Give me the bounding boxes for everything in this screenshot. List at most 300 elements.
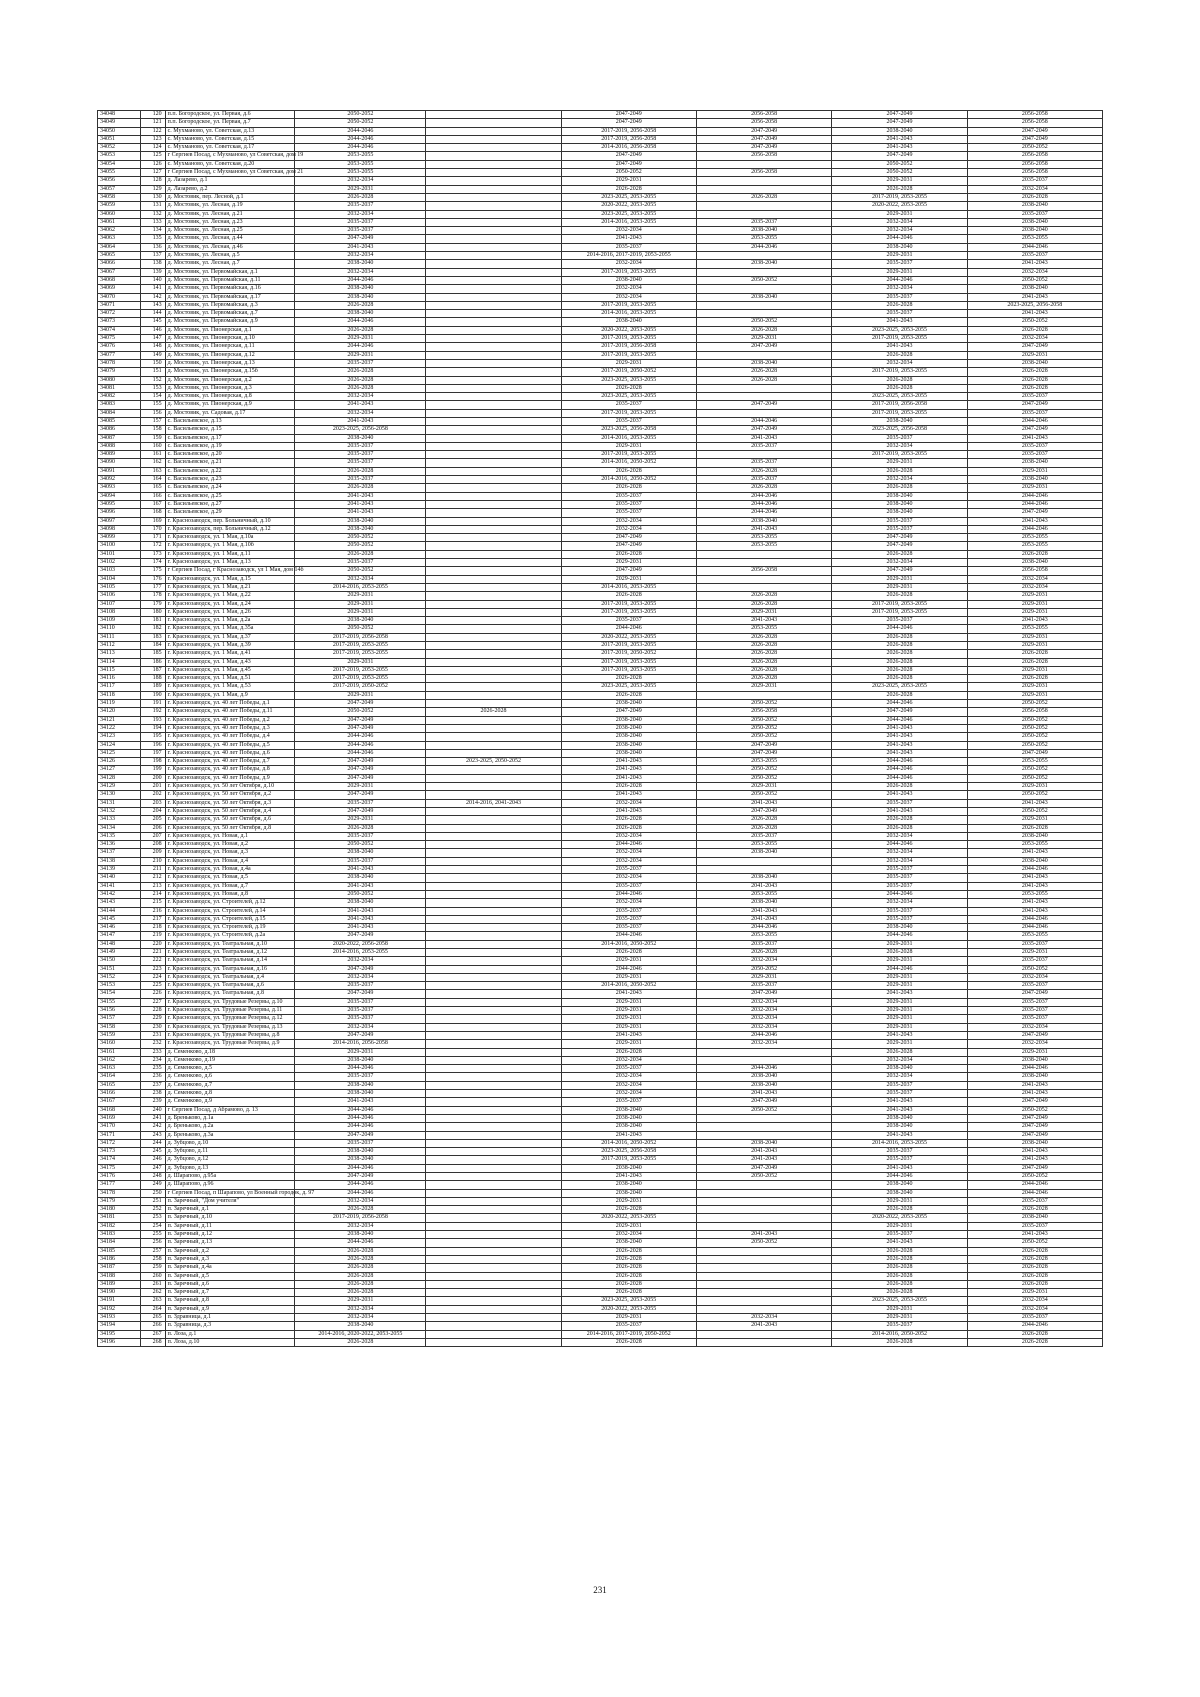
table-cell-col8: 2047-2049 <box>967 1131 1102 1139</box>
table-cell-col5: 2017-2019, 2053-2055 <box>561 600 696 608</box>
table-cell-col4 <box>426 368 561 376</box>
table-cell-col5: 2014-2016, 2053-2055 <box>561 310 696 318</box>
table-cell-col0: 34184 <box>98 1239 141 1247</box>
table-cell-col2: с. Васильевское, д.20 <box>165 451 295 459</box>
table-cell-col1: 168 <box>141 509 165 517</box>
table-cell-col5: 2032-2034 <box>561 517 696 525</box>
table-cell-col2: д. Мостовик, ул. Пионерская, д.8 <box>165 393 295 401</box>
table-cell-col8: 2029-2031 <box>967 1289 1102 1297</box>
table-cell-col4 <box>426 218 561 226</box>
table-cell-col4 <box>426 1164 561 1172</box>
table-cell-col2: п. Лоза, д.1 <box>165 1330 295 1338</box>
table-cell-col0: 34080 <box>98 376 141 384</box>
table-cell-col1: 171 <box>141 534 165 542</box>
table-cell-col5: 2029-2031 <box>561 559 696 567</box>
table-cell-col7: 2041-2043 <box>832 135 967 143</box>
table-cell-col4 <box>426 1156 561 1164</box>
table-row <box>98 409 1103 417</box>
table-cell-col5: 2014-2016, 2050-2052 <box>561 459 696 467</box>
table-row <box>98 857 1103 865</box>
table-row <box>98 517 1103 525</box>
table-cell-col2: с. Васильевское, д.24 <box>165 484 295 492</box>
table-cell-col5: 2014-2016, 2056-2058 <box>561 144 696 152</box>
table-cell-col4 <box>426 476 561 484</box>
table-cell-col0: 34172 <box>98 1139 141 1147</box>
table-cell-col7: 2029-2031 <box>832 459 967 467</box>
table-cell-col4 <box>426 658 561 666</box>
table-cell-col4 <box>426 783 561 791</box>
table-cell-col1: 180 <box>141 608 165 616</box>
table-row <box>98 1114 1103 1122</box>
table-cell-col4: 2014-2016, 2041-2043 <box>426 799 561 807</box>
table-cell-col5: 2026-2028 <box>561 1247 696 1255</box>
table-cell-col5: 2038-2040 <box>561 724 696 732</box>
table-row <box>98 592 1103 600</box>
table-cell-col4 <box>426 1173 561 1181</box>
table-cell-col3: 2020-2022, 2056-2058 <box>295 940 426 948</box>
table-cell-col1: 231 <box>141 1031 165 1039</box>
table-cell-col5: 2026-2028 <box>561 1289 696 1297</box>
table-cell-col0: 34052 <box>98 144 141 152</box>
table-cell-col4 <box>426 1214 561 1222</box>
table-cell-col7: 2041-2043 <box>832 144 967 152</box>
table-cell-col6: 2053-2055 <box>696 932 831 940</box>
table-cell-col5: 2029-2031 <box>561 177 696 185</box>
table-cell-col1: 172 <box>141 542 165 550</box>
table-cell-col4 <box>426 1322 561 1330</box>
table-cell-col1: 198 <box>141 758 165 766</box>
table-cell-col7: 2044-2046 <box>832 716 967 724</box>
table-cell-col8: 2050-2052 <box>967 766 1102 774</box>
table-cell-col7: 2044-2046 <box>832 235 967 243</box>
table-cell-col3: 2044-2046 <box>295 1239 426 1247</box>
table-cell-col1: 224 <box>141 973 165 981</box>
table-cell-col2: с. Васильевское, д.27 <box>165 500 295 508</box>
table-cell-col2: г. Краснозаводск, ул. 40 лет Победы, д.3 <box>165 724 295 732</box>
table-cell-col6: 2026-2028 <box>696 592 831 600</box>
table-cell-col4 <box>426 1314 561 1322</box>
table-cell-col5: 2035-2037 <box>561 617 696 625</box>
table-cell-col4 <box>426 982 561 990</box>
table-row <box>98 326 1103 334</box>
table-cell-col3: 2044-2046 <box>295 1181 426 1189</box>
table-cell-col0: 34095 <box>98 500 141 508</box>
table-cell-col6: 2041-2043 <box>696 1322 831 1330</box>
table-cell-col2: с. Мухманово, ул. Советская, д.17 <box>165 144 295 152</box>
table-row <box>98 642 1103 650</box>
table-row <box>98 144 1103 152</box>
table-cell-col7: 2023-2025, 2053-2055 <box>832 326 967 334</box>
table-cell-col5: 2041-2043 <box>561 791 696 799</box>
table-cell-col2: д. Бреньково, д.3а <box>165 1131 295 1139</box>
table-cell-col4 <box>426 583 561 591</box>
table-cell-col0: 34173 <box>98 1148 141 1156</box>
table-row <box>98 177 1103 185</box>
table-cell-col5: 2044-2046 <box>561 965 696 973</box>
table-row <box>98 1289 1103 1297</box>
table-cell-col6: 2026-2028 <box>696 675 831 683</box>
table-cell-col5: 2026-2028 <box>561 185 696 193</box>
document-table-container <box>97 110 1103 1347</box>
table-cell-col4 <box>426 1197 561 1205</box>
table-row <box>98 393 1103 401</box>
table-row <box>98 567 1103 575</box>
table-cell-col4 <box>426 567 561 575</box>
table-row <box>98 185 1103 193</box>
table-cell-col0: 34167 <box>98 1098 141 1106</box>
table-row <box>98 783 1103 791</box>
table-cell-col2: д. Лазарево, д.2 <box>165 185 295 193</box>
table-cell-col0: 34148 <box>98 940 141 948</box>
table-cell-col6 <box>696 866 831 874</box>
table-cell-col2: д. Мостовик, ул. Пионерская, д.15б <box>165 368 295 376</box>
table-row <box>98 700 1103 708</box>
table-cell-col5: 2047-2049 <box>561 119 696 127</box>
table-cell-col3: 2047-2049 <box>295 932 426 940</box>
table-cell-col3: 2041-2043 <box>295 882 426 890</box>
table-cell-col5: 2026-2028 <box>561 484 696 492</box>
table-cell-col7: 2029-2031 <box>832 957 967 965</box>
table-cell-col5: 2035-2037 <box>561 1322 696 1330</box>
table-cell-col8: 2038-2040 <box>967 1073 1102 1081</box>
table-row <box>98 724 1103 732</box>
table-cell-col8: 2026-2028 <box>967 368 1102 376</box>
table-cell-col8: 2038-2040 <box>967 857 1102 865</box>
table-row <box>98 575 1103 583</box>
table-cell-col6 <box>696 451 831 459</box>
table-cell-col8: 2050-2052 <box>967 276 1102 284</box>
table-row <box>98 1040 1103 1048</box>
table-cell-col0: 34194 <box>98 1322 141 1330</box>
table-cell-col2: г. Краснозаводск, ул. 40 лет Победы, д.1 <box>165 700 295 708</box>
table-cell-col1: 220 <box>141 940 165 948</box>
table-cell-col8: 2044-2046 <box>967 915 1102 923</box>
table-cell-col1: 176 <box>141 575 165 583</box>
table-cell-col2: с. Васильевское, д.25 <box>165 492 295 500</box>
table-cell-col1: 255 <box>141 1231 165 1239</box>
table-cell-col1: 152 <box>141 376 165 384</box>
table-cell-col4 <box>426 824 561 832</box>
table-cell-col5: 2035-2037 <box>561 915 696 923</box>
table-cell-col6: 2032-2034 <box>696 1007 831 1015</box>
table-cell-col1: 136 <box>141 243 165 251</box>
table-cell-col6: 2041-2043 <box>696 617 831 625</box>
table-cell-col4 <box>426 700 561 708</box>
table-cell-col1: 143 <box>141 301 165 309</box>
table-cell-col3: 2038-2040 <box>295 260 426 268</box>
table-cell-col7: 2017-2019, 2053-2055 <box>832 608 967 616</box>
table-cell-col2: п. Заречный, д.12 <box>165 1231 295 1239</box>
table-cell-col0: 34190 <box>98 1289 141 1297</box>
table-cell-col0: 34136 <box>98 841 141 849</box>
table-cell-col0: 34089 <box>98 451 141 459</box>
table-cell-col0: 34087 <box>98 434 141 442</box>
table-cell-col4 <box>426 1255 561 1263</box>
table-cell-col5: 2014-2016, 2053-2055 <box>561 218 696 226</box>
table-cell-col8: 2044-2046 <box>967 866 1102 874</box>
table-cell-col4 <box>426 807 561 815</box>
table-row <box>98 310 1103 318</box>
table-cell-col0: 34049 <box>98 119 141 127</box>
table-cell-col2: с. Мухманово, ул. Советская, д.15 <box>165 135 295 143</box>
table-cell-col4 <box>426 550 561 558</box>
table-cell-col0: 34127 <box>98 766 141 774</box>
table-cell-col0: 34102 <box>98 559 141 567</box>
table-cell-col3: 2038-2040 <box>295 1081 426 1089</box>
table-cell-col6: 2026-2028 <box>696 666 831 674</box>
table-cell-col7: 2041-2043 <box>832 791 967 799</box>
table-cell-col2: д. Семенково, д.7 <box>165 1081 295 1089</box>
table-cell-col2: п. Заречный, д.9 <box>165 1305 295 1313</box>
table-cell-col8: 2029-2031 <box>967 608 1102 616</box>
table-cell-col7: 2035-2037 <box>832 1156 967 1164</box>
table-row <box>98 617 1103 625</box>
table-cell-col8: 2038-2040 <box>967 1214 1102 1222</box>
table-cell-col4 <box>426 401 561 409</box>
table-cell-col0: 34149 <box>98 948 141 956</box>
table-cell-col4 <box>426 1007 561 1015</box>
table-row <box>98 907 1103 915</box>
table-cell-col4 <box>426 210 561 218</box>
table-cell-col6: 2044-2046 <box>696 924 831 932</box>
table-cell-col3: 2032-2034 <box>295 409 426 417</box>
table-cell-col3: 2047-2049 <box>295 791 426 799</box>
table-cell-col1: 257 <box>141 1247 165 1255</box>
table-cell-col2: д. Мостовик, ул. Первомайская, д.11 <box>165 276 295 284</box>
table-cell-col7: 2017-2019, 2053-2055 <box>832 193 967 201</box>
table-cell-col8: 2035-2037 <box>967 451 1102 459</box>
table-cell-col6: 2050-2052 <box>696 774 831 782</box>
table-cell-col4 <box>426 135 561 143</box>
table-cell-col2: д. Мостовик, ул. Садовая, д.17 <box>165 409 295 417</box>
table-cell-col0: 34186 <box>98 1255 141 1263</box>
table-cell-col8: 2041-2043 <box>967 293 1102 301</box>
table-row <box>98 1206 1103 1214</box>
table-cell-col2: п. Заречный, д.8 <box>165 1297 295 1305</box>
table-row <box>98 1173 1103 1181</box>
table-cell-col7: 2029-2031 <box>832 177 967 185</box>
table-cell-col7: 2026-2028 <box>832 658 967 666</box>
table-cell-col4 <box>426 442 561 450</box>
table-cell-col3: 2026-2028 <box>295 550 426 558</box>
table-cell-col2: г. Краснозаводск, ул. 1 Мая, д.51 <box>165 675 295 683</box>
table-cell-col2: г. Краснозаводск, ул. Театральная, д.6 <box>165 982 295 990</box>
table-cell-col6: 2038-2040 <box>696 1073 831 1081</box>
table-cell-col7: 2026-2028 <box>832 1206 967 1214</box>
table-cell-col4 <box>426 874 561 882</box>
table-cell-col8: 2026-2028 <box>967 1264 1102 1272</box>
table-cell-col4 <box>426 774 561 782</box>
table-cell-col6 <box>696 210 831 218</box>
table-row <box>98 1007 1103 1015</box>
table-cell-col3: 2029-2031 <box>295 600 426 608</box>
table-cell-col5: 2017-2019, 2053-2055 <box>561 335 696 343</box>
table-cell-col1: 256 <box>141 1239 165 1247</box>
table-cell-col1: 204 <box>141 807 165 815</box>
table-cell-col5: 2017-2019, 2056-2058 <box>561 127 696 135</box>
table-row <box>98 1322 1103 1330</box>
table-cell-col8: 2041-2043 <box>967 1090 1102 1098</box>
table-cell-col8: 2047-2049 <box>967 990 1102 998</box>
table-cell-col1: 137 <box>141 252 165 260</box>
table-cell-col0: 34113 <box>98 650 141 658</box>
table-cell-col3: 2035-2037 <box>295 559 426 567</box>
table-cell-col5: 2026-2028 <box>561 948 696 956</box>
table-cell-col5: 2047-2049 <box>561 542 696 550</box>
table-cell-col8: 2044-2046 <box>967 1322 1102 1330</box>
table-cell-col3: 2035-2037 <box>295 459 426 467</box>
table-cell-col6 <box>696 1131 831 1139</box>
table-cell-col5: 2035-2037 <box>561 907 696 915</box>
table-cell-col1: 228 <box>141 1007 165 1015</box>
table-cell-col2: г. Краснозаводск, ул. 1 Мая, д.37 <box>165 633 295 641</box>
table-cell-col4 <box>426 276 561 284</box>
table-cell-col5: 2035-2037 <box>561 492 696 500</box>
table-cell-col8: 2047-2049 <box>967 749 1102 757</box>
table-cell-col3: 2035-2037 <box>295 998 426 1006</box>
table-row <box>98 915 1103 923</box>
table-cell-col3: 2038-2040 <box>295 1231 426 1239</box>
table-cell-col1: 245 <box>141 1148 165 1156</box>
table-cell-col0: 34170 <box>98 1123 141 1131</box>
table-cell-col1: 222 <box>141 957 165 965</box>
table-row <box>98 218 1103 226</box>
table-cell-col8: 2029-2031 <box>967 666 1102 674</box>
table-cell-col4 <box>426 451 561 459</box>
table-cell-col5: 2044-2046 <box>561 890 696 898</box>
table-row <box>98 965 1103 973</box>
table-row <box>98 733 1103 741</box>
table-cell-col6: 2056-2058 <box>696 169 831 177</box>
table-row <box>98 152 1103 160</box>
table-cell-col2: п. Заречный, д.2 <box>165 1247 295 1255</box>
table-cell-col0: 34128 <box>98 774 141 782</box>
table-cell-col5: 2026-2028 <box>561 816 696 824</box>
table-cell-col3: 2053-2055 <box>295 169 426 177</box>
table-cell-col5: 2035-2037 <box>561 882 696 890</box>
table-cell-col3: 2047-2049 <box>295 965 426 973</box>
table-cell-col7: 2047-2049 <box>832 534 967 542</box>
table-cell-col8: 2044-2046 <box>967 1181 1102 1189</box>
table-row <box>98 1305 1103 1313</box>
table-cell-col2: г. Краснозаводск, ул. 1 Мая, д.22 <box>165 592 295 600</box>
table-cell-col8: 2047-2049 <box>967 1031 1102 1039</box>
table-cell-col5: 2014-2016, 2050-2052 <box>561 982 696 990</box>
table-cell-col5: 2032-2034 <box>561 1081 696 1089</box>
table-row <box>98 1106 1103 1114</box>
table-cell-col1: 254 <box>141 1222 165 1230</box>
table-cell-col1: 186 <box>141 658 165 666</box>
table-cell-col3: 2035-2037 <box>295 359 426 367</box>
table-cell-col0: 34079 <box>98 368 141 376</box>
table-cell-col3: 2044-2046 <box>295 127 426 135</box>
table-cell-col0: 34122 <box>98 724 141 732</box>
table-cell-col0: 34185 <box>98 1247 141 1255</box>
table-cell-col8: 2044-2046 <box>967 492 1102 500</box>
table-cell-col8: 2026-2028 <box>967 824 1102 832</box>
table-cell-col4 <box>426 1297 561 1305</box>
table-cell-col4 <box>426 417 561 425</box>
table-cell-col1: 173 <box>141 550 165 558</box>
table-cell-col8: 2044-2046 <box>967 417 1102 425</box>
table-cell-col1: 154 <box>141 393 165 401</box>
table-cell-col7: 2032-2034 <box>832 1056 967 1064</box>
table-row <box>98 982 1103 990</box>
table-cell-col1: 125 <box>141 152 165 160</box>
table-row <box>98 111 1103 119</box>
table-cell-col7: 2023-2025, 2053-2055 <box>832 393 967 401</box>
table-cell-col6: 2047-2049 <box>696 135 831 143</box>
table-cell-col7: 2044-2046 <box>832 965 967 973</box>
table-cell-col6: 2050-2052 <box>696 700 831 708</box>
table-cell-col3: 2047-2049 <box>295 1131 426 1139</box>
table-cell-col3: 2041-2043 <box>295 492 426 500</box>
table-row <box>98 235 1103 243</box>
table-row <box>98 343 1103 351</box>
table-row <box>98 1222 1103 1230</box>
table-row <box>98 874 1103 882</box>
table-cell-col3: 2050-2052 <box>295 119 426 127</box>
table-cell-col5: 2032-2034 <box>561 874 696 882</box>
table-cell-col4 <box>426 741 561 749</box>
table-cell-col7: 2047-2049 <box>832 111 967 119</box>
table-cell-col7: 2035-2037 <box>832 434 967 442</box>
table-cell-col1: 253 <box>141 1214 165 1222</box>
table-cell-col4 <box>426 409 561 417</box>
table-cell-col8: 2026-2028 <box>967 550 1102 558</box>
table-cell-col0: 34156 <box>98 1007 141 1015</box>
table-cell-col3: 2038-2040 <box>295 1322 426 1330</box>
table-row <box>98 807 1103 815</box>
table-cell-col5: 2029-2031 <box>561 957 696 965</box>
table-cell-col5: 2041-2043 <box>561 1031 696 1039</box>
table-cell-col4 <box>426 1338 561 1346</box>
table-cell-col5: 2026-2028 <box>561 1338 696 1346</box>
table-cell-col6: 2044-2046 <box>696 243 831 251</box>
table-cell-col6 <box>696 1297 831 1305</box>
table-cell-col5: 2017-2019, 2053-2055 <box>561 642 696 650</box>
table-cell-col7: 2026-2028 <box>832 467 967 475</box>
table-cell-col5: 2014-2016, 2053-2055 <box>561 583 696 591</box>
table-cell-col8: 2044-2046 <box>967 525 1102 533</box>
table-cell-col8: 2044-2046 <box>967 1189 1102 1197</box>
table-cell-col4 <box>426 1247 561 1255</box>
table-cell-col3: 2038-2040 <box>295 1090 426 1098</box>
table-cell-col2: г. Краснозаводск, ул. 1 Мая, д.10а <box>165 534 295 542</box>
table-cell-col3: 2047-2049 <box>295 766 426 774</box>
table-cell-col2: д. Мостовик, пер. Лесной, д.1 <box>165 193 295 201</box>
table-cell-col5: 2047-2049 <box>561 534 696 542</box>
table-cell-col4 <box>426 119 561 127</box>
table-cell-col2: г. Краснозаводск, ул. 40 лет Победы, д.11 <box>165 708 295 716</box>
table-cell-col2: г. Краснозаводск, ул. Новая, д.1 <box>165 832 295 840</box>
table-cell-col0: 34130 <box>98 791 141 799</box>
table-cell-col2: д. Зубцово, д.13 <box>165 1164 295 1172</box>
table-cell-col5: 2032-2034 <box>561 293 696 301</box>
table-cell-col1: 262 <box>141 1289 165 1297</box>
table-cell-col1: 156 <box>141 409 165 417</box>
table-cell-col4 <box>426 1181 561 1189</box>
table-cell-col6: 2050-2052 <box>696 965 831 973</box>
table-cell-col4 <box>426 957 561 965</box>
table-cell-col6: 2050-2052 <box>696 1106 831 1114</box>
table-cell-col4 <box>426 650 561 658</box>
table-cell-col6: 2038-2040 <box>696 1139 831 1147</box>
table-cell-col2: г. Краснозаводск, ул. 50 лет Октября, д.6 <box>165 816 295 824</box>
table-cell-col8: 2032-2034 <box>967 583 1102 591</box>
table-cell-col0: 34119 <box>98 700 141 708</box>
table-cell-col4 <box>426 268 561 276</box>
